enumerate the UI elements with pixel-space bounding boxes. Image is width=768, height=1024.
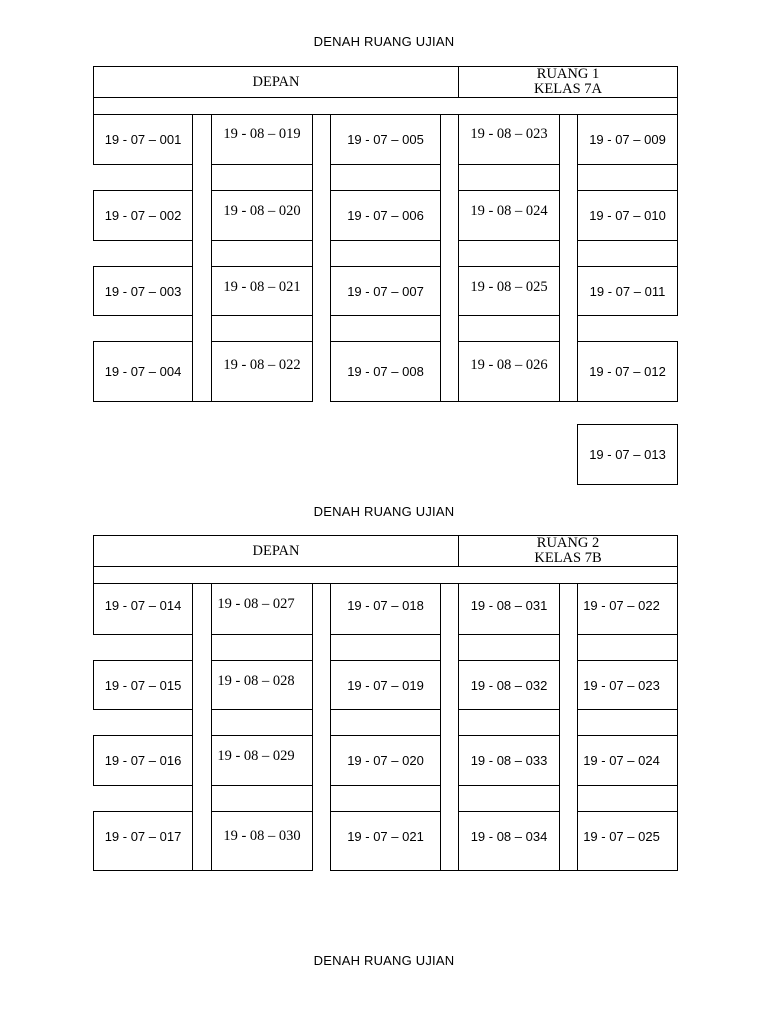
seat[interactable] (577, 583, 678, 635)
seat-number: 19 - 07 – 013 (589, 447, 666, 462)
seat-number: 19 - 07 – 021 (347, 828, 424, 844)
row-gap (211, 164, 313, 191)
seat-number: 19 - 07 – 015 (104, 677, 182, 693)
front-aisle-strip (93, 97, 678, 115)
row-gap (458, 315, 560, 342)
seat-number: 19 - 07 – 012 (589, 364, 666, 379)
seat[interactable] (93, 341, 193, 402)
aisle-strip (559, 583, 578, 871)
seat-number: 19 - 08 – 025 (470, 278, 548, 295)
seat-number: 19 - 07 – 009 (589, 132, 666, 147)
row-gap (458, 164, 560, 191)
room-name: RUANG 1 (536, 66, 600, 82)
seat-number: 19 - 08 – 029 (217, 748, 295, 764)
seat-number: 19 - 07 – 018 (347, 597, 424, 613)
seat[interactable] (211, 341, 313, 402)
seat-number: 19 - 07 – 001 (104, 132, 182, 147)
seat[interactable] (458, 660, 560, 710)
seat[interactable] (577, 341, 678, 402)
seat[interactable] (577, 735, 678, 786)
seat[interactable] (577, 811, 678, 871)
seat-number: 19 - 07 – 008 (347, 364, 424, 379)
seat[interactable] (577, 660, 678, 710)
seat-number: 19 - 07 – 006 (347, 208, 424, 223)
seat-number: 19 - 07 – 020 (347, 753, 424, 768)
seat[interactable] (458, 190, 560, 241)
row-gap (577, 240, 678, 267)
seat[interactable] (330, 735, 441, 786)
seat[interactable] (93, 811, 193, 871)
room-name: RUANG 2 (536, 535, 600, 551)
seat-number: 19 - 08 – 019 (223, 126, 301, 142)
row-gap (330, 164, 441, 191)
seat-number: 19 - 07 – 004 (104, 364, 182, 379)
seat-number: 19 - 08 – 026 (470, 357, 548, 373)
seat[interactable] (330, 190, 441, 241)
seat-number: 19 - 08 – 027 (217, 595, 295, 612)
aisle-strip (440, 583, 459, 871)
seat[interactable] (577, 114, 678, 165)
seat-number: 19 - 07 – 017 (104, 828, 182, 844)
seat[interactable] (93, 735, 193, 786)
seat[interactable] (211, 735, 313, 786)
seat-number: 19 - 08 – 031 (470, 597, 548, 613)
seat[interactable] (458, 266, 560, 316)
section-3-title: DENAH RUANG UJIAN (313, 953, 455, 968)
row-gap (211, 785, 313, 812)
seat-number: 19 - 08 – 034 (470, 828, 548, 844)
row-gap (211, 240, 313, 267)
row-gap (330, 785, 441, 812)
row-gap (211, 634, 313, 661)
seat[interactable] (330, 114, 441, 165)
row-gap (330, 240, 441, 267)
seat-number: 19 - 07 – 022 (583, 597, 660, 613)
seat[interactable] (330, 811, 441, 871)
aisle-strip (192, 114, 212, 402)
seat-number: 19 - 08 – 028 (217, 672, 295, 689)
seat[interactable] (330, 660, 441, 710)
seat[interactable] (211, 266, 313, 316)
aisle-strip (559, 114, 578, 402)
seat[interactable] (458, 583, 560, 635)
seat[interactable] (93, 266, 193, 316)
front-label: DEPAN (252, 542, 300, 559)
seat-number: 19 - 07 – 002 (104, 208, 182, 223)
front-label-box (93, 66, 459, 98)
seat[interactable] (458, 341, 560, 402)
section-1-title: DENAH RUANG UJIAN (313, 34, 455, 49)
row-gap (211, 709, 313, 736)
seat[interactable] (211, 660, 313, 710)
class-name: KELAS 7A (533, 81, 603, 97)
seat[interactable] (93, 190, 193, 241)
seat-number: 19 - 07 – 014 (104, 597, 182, 613)
seat-number: 19 - 07 – 010 (589, 208, 666, 223)
seat-number: 19 - 07 – 016 (104, 753, 182, 768)
seat-number: 19 - 08 – 024 (470, 203, 548, 219)
seat-number: 19 - 08 – 021 (223, 278, 301, 295)
front-label: DEPAN (252, 73, 300, 90)
row-gap (458, 634, 560, 661)
seat[interactable] (211, 114, 313, 165)
row-gap (330, 709, 441, 736)
seat-number: 19 - 07 – 007 (347, 283, 424, 299)
seat-number: 19 - 07 – 011 (589, 283, 666, 299)
seat[interactable] (93, 114, 193, 165)
seat[interactable] (577, 266, 678, 316)
row-gap (577, 785, 678, 812)
row-gap (577, 164, 678, 191)
seat-number: 19 - 07 – 003 (104, 283, 182, 299)
seat-number: 19 - 07 – 023 (583, 677, 660, 693)
seat-number: 19 - 08 – 030 (223, 827, 301, 844)
seat[interactable] (330, 341, 441, 402)
row-gap (458, 785, 560, 812)
row-gap (330, 634, 441, 661)
seat[interactable] (330, 583, 441, 635)
seat[interactable] (577, 190, 678, 241)
aisle-strip (440, 114, 459, 402)
seat[interactable] (458, 735, 560, 786)
seat[interactable] (458, 811, 560, 871)
room-label-box (458, 535, 678, 567)
seat-extra[interactable] (577, 424, 678, 485)
seat[interactable] (211, 190, 313, 241)
seat-number: 19 - 07 – 005 (347, 132, 424, 147)
row-gap (330, 315, 441, 342)
seat[interactable] (211, 583, 313, 635)
row-gap (458, 240, 560, 267)
seat[interactable] (93, 660, 193, 710)
seat-number: 19 - 07 – 024 (583, 753, 660, 768)
seat-number: 19 - 08 – 032 (470, 677, 548, 693)
seat[interactable] (330, 266, 441, 316)
section-2-title: DENAH RUANG UJIAN (313, 504, 455, 519)
seat-number: 19 - 07 – 025 (583, 828, 660, 844)
front-aisle-strip (93, 566, 678, 584)
row-gap (211, 315, 313, 342)
front-label-box (93, 535, 459, 567)
row-gap (577, 634, 678, 661)
seat[interactable] (211, 811, 313, 871)
seat-number: 19 - 08 – 023 (470, 126, 548, 142)
seat-number: 19 - 08 – 022 (223, 357, 301, 373)
aisle-strip (192, 583, 212, 871)
row-gap (577, 709, 678, 736)
row-gap (458, 709, 560, 736)
seat-number: 19 - 08 – 033 (470, 753, 548, 768)
seat-number: 19 - 08 – 020 (223, 203, 301, 219)
seat[interactable] (458, 114, 560, 165)
seat-number: 19 - 07 – 019 (347, 677, 424, 693)
class-name: KELAS 7B (534, 550, 602, 566)
room-label-box (458, 66, 678, 98)
seat[interactable] (93, 583, 193, 635)
